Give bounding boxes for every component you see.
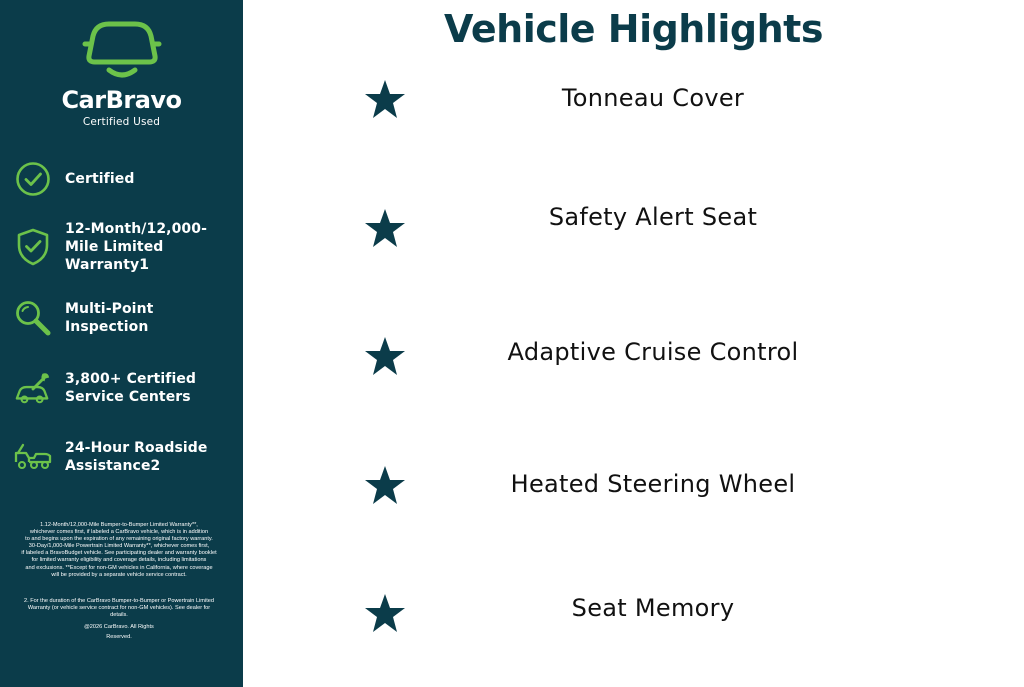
fine-print-roadside [6, 598, 232, 619]
feature-certified [14, 157, 239, 201]
star-icon [364, 335, 406, 377]
feature-label: 24-Hour Roadside Assistance2 [65, 440, 208, 474]
car-smile-icon [79, 18, 165, 84]
magnifier-icon [14, 299, 52, 337]
highlight-label: Tonneau Cover [561, 84, 745, 112]
brand-tagline: Certified Used [82, 116, 161, 128]
tow-truck-icon [14, 438, 52, 476]
copyright-line: @2026 CarBravo. All Rights [84, 624, 154, 630]
feature-label: 3,800+ Certified Service Centers [65, 371, 197, 405]
star-icon [364, 207, 406, 249]
star-icon [364, 464, 406, 506]
copyright [6, 622, 232, 642]
fine-print-line: 30-Day/1,000-Mile Powertrain Limited Warranty**, whichever comes first, [28, 543, 210, 550]
fine-print-line: 2. For the duration of the CarBravo Bumper-to-Bumper or Powertrain Limited [24, 598, 214, 604]
fine-print-line: Warranty (or vehicle service contract for non-GM vehicles). See dealer for [27, 605, 211, 612]
fine-print-line: to and begins upon the expiration of any remaining original factory warranty. [25, 536, 213, 543]
feature-service-centers [14, 366, 239, 410]
brand-logo [0, 18, 243, 128]
star-icon [364, 592, 406, 634]
feature-inspection [14, 296, 239, 340]
highlight-label: Seat Memory [571, 594, 735, 622]
page-title: Vehicle Highlights [444, 7, 823, 51]
fine-print-line: whichever comes first, if labeled a CarBravo vehicle, which is in addition [29, 529, 209, 536]
feature-label: 12-Month/12,000-Mile Limited Warranty1 [65, 221, 208, 273]
sidebar [0, 0, 243, 687]
shield-check-icon [14, 228, 52, 266]
star-icon [364, 78, 406, 120]
fine-print-line: 1.12-Month/12,000-Mile Bumper-to-Bumper Limited Warranty**, [40, 522, 198, 528]
highlight-label: Adaptive Cruise Control [507, 338, 799, 366]
checkmark-circle-icon [14, 160, 52, 198]
highlight-label: Heated Steering Wheel [510, 470, 796, 498]
fine-print-warranty [6, 522, 232, 579]
fine-print-line: and exclusions. **Except for non-GM vehicles in California, where coverage [25, 564, 213, 571]
brand-name: CarBravo [61, 86, 182, 114]
copyright-line: Reserved. [106, 634, 132, 640]
feature-label: Certified [65, 171, 135, 187]
feature-warranty [14, 221, 239, 273]
fine-print-line: if labeled a BravoBudget vehicle. See participating dealer and warranty booklet [21, 550, 217, 557]
feature-label: Multi-Point Inspection [65, 301, 154, 335]
highlight-label: Safety Alert Seat [548, 203, 758, 231]
fine-print-line: details. [110, 612, 128, 619]
fine-print-line: for limited warranty eligibility and coverage details, including limitations [31, 557, 207, 564]
fine-print-line: will be provided by a separate vehicle service contract. [51, 571, 187, 578]
feature-roadside [14, 435, 239, 479]
wrench-car-icon [14, 369, 52, 407]
